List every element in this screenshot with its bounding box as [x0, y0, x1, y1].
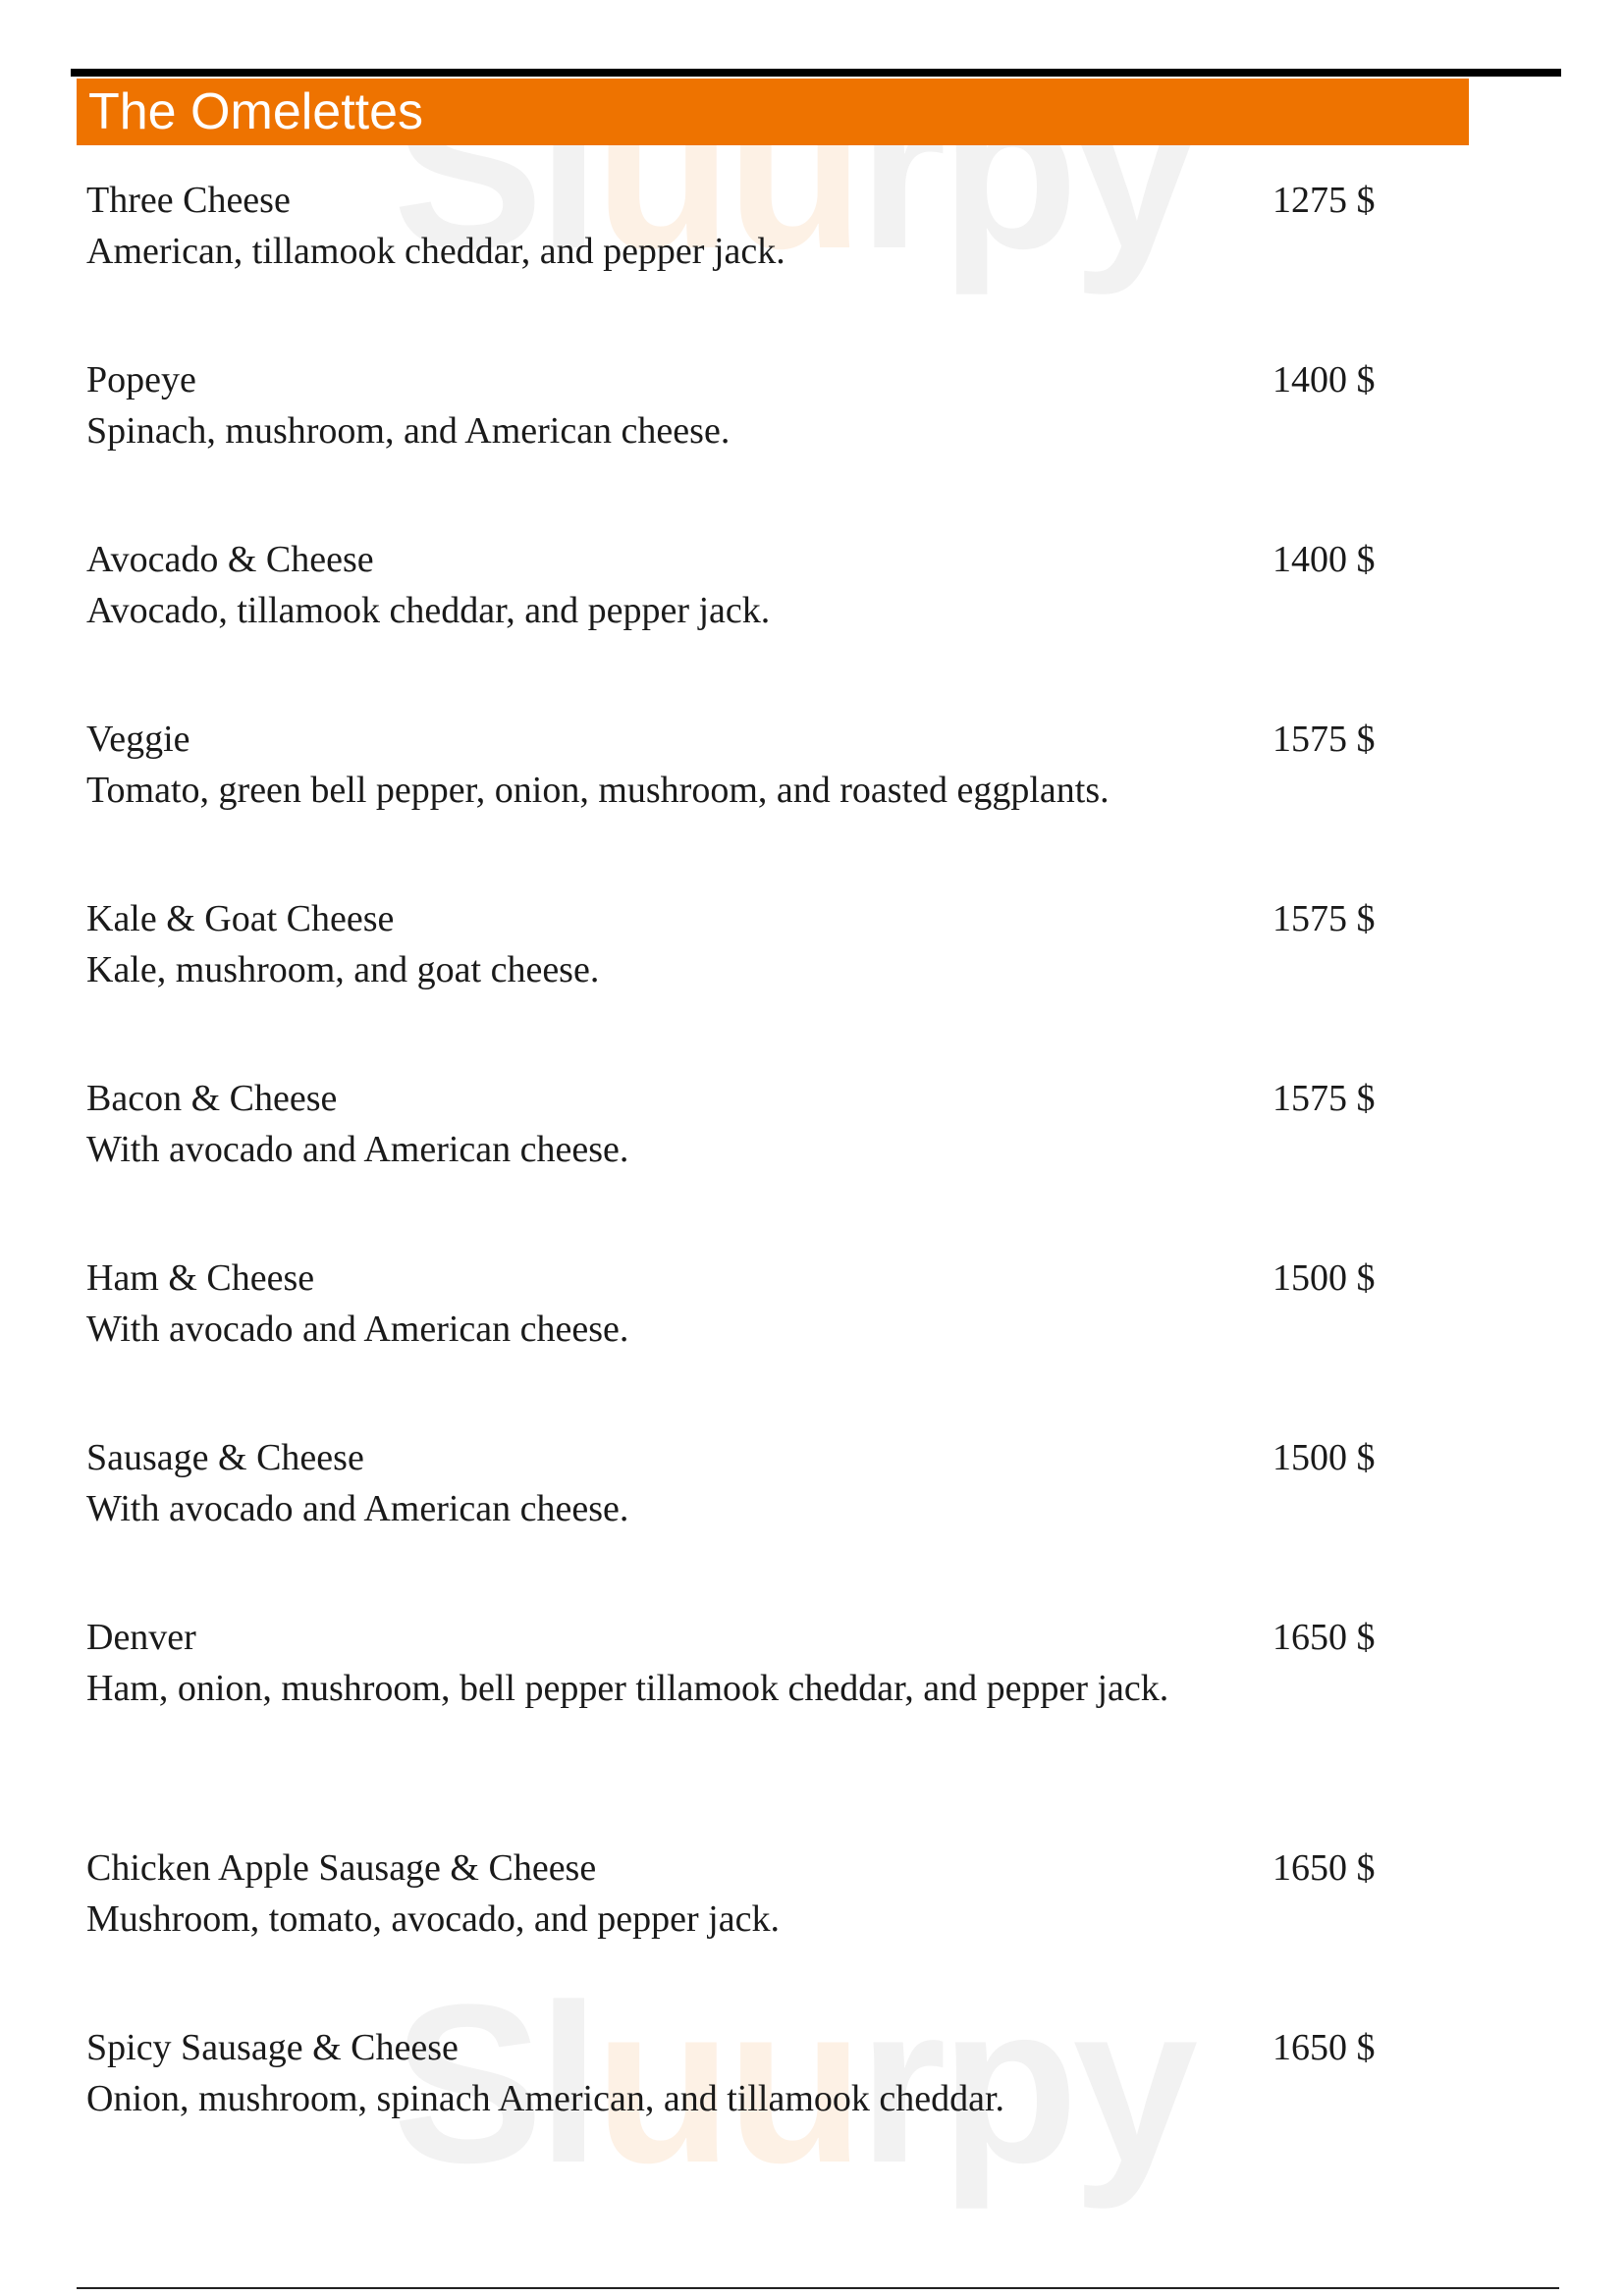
item-name: Kale & Goat Cheese [86, 898, 395, 939]
item-description: With avocado and American cheese. [86, 1488, 629, 1529]
item-description: American, tillamook cheddar, and pepper jack. [86, 231, 785, 272]
bottom-divider [77, 2287, 1559, 2289]
watermark-text: Sl [393, 1957, 595, 2210]
watermark-text: rpy [858, 43, 1193, 295]
item-name: Ham & Cheese [86, 1257, 315, 1299]
item-description: Tomato, green bell pepper, onion, mushroom, and roasted eggplants. [86, 770, 1110, 811]
item-description: Spinach, mushroom, and American cheese. [86, 410, 731, 452]
item-price: 1650 $ [1272, 2027, 1376, 2068]
item-name: Sausage & Cheese [86, 1437, 364, 1478]
item-description: With avocado and American cheese. [86, 1129, 629, 1170]
item-name: Chicken Apple Sausage & Cheese [86, 1847, 597, 1889]
watermark-text: rpy [858, 1957, 1193, 2210]
item-description: With avocado and American cheese. [86, 1308, 629, 1350]
item-description: Ham, onion, mushroom, bell pepper tillamook cheddar, and pepper jack. [86, 1668, 1169, 1709]
item-price: 1575 $ [1272, 719, 1376, 760]
item-price: 1575 $ [1272, 1078, 1376, 1119]
item-price: 1400 $ [1272, 359, 1376, 400]
item-name: Denver [86, 1617, 196, 1658]
section-header [77, 79, 1469, 145]
item-name: Veggie [86, 719, 190, 760]
item-description: Onion, mushroom, spinach American, and tillamook cheddar. [86, 2078, 1005, 2119]
item-price: 1500 $ [1272, 1257, 1376, 1299]
section-title: The Omelettes [88, 83, 424, 140]
item-price: 1500 $ [1272, 1437, 1376, 1478]
item-name: Three Cheese [86, 180, 291, 221]
item-price: 1650 $ [1272, 1617, 1376, 1658]
item-price: 1400 $ [1272, 539, 1376, 580]
top-divider [71, 69, 1561, 77]
watermark-text-accent: uu [594, 1957, 859, 2210]
item-description: Avocado, tillamook cheddar, and pepper jack. [86, 590, 771, 631]
item-name: Popeye [86, 359, 196, 400]
item-price: 1275 $ [1272, 180, 1376, 221]
watermark-text-accent: uu [594, 43, 859, 295]
item-description: Mushroom, tomato, avocado, and pepper jack. [86, 1898, 780, 1940]
watermark-text: Sl [393, 43, 595, 295]
item-price: 1575 $ [1272, 898, 1376, 939]
item-name: Spicy Sausage & Cheese [86, 2027, 459, 2068]
item-price: 1650 $ [1272, 1847, 1376, 1889]
item-name: Bacon & Cheese [86, 1078, 338, 1119]
item-name: Avocado & Cheese [86, 539, 374, 580]
item-description: Kale, mushroom, and goat cheese. [86, 949, 600, 990]
